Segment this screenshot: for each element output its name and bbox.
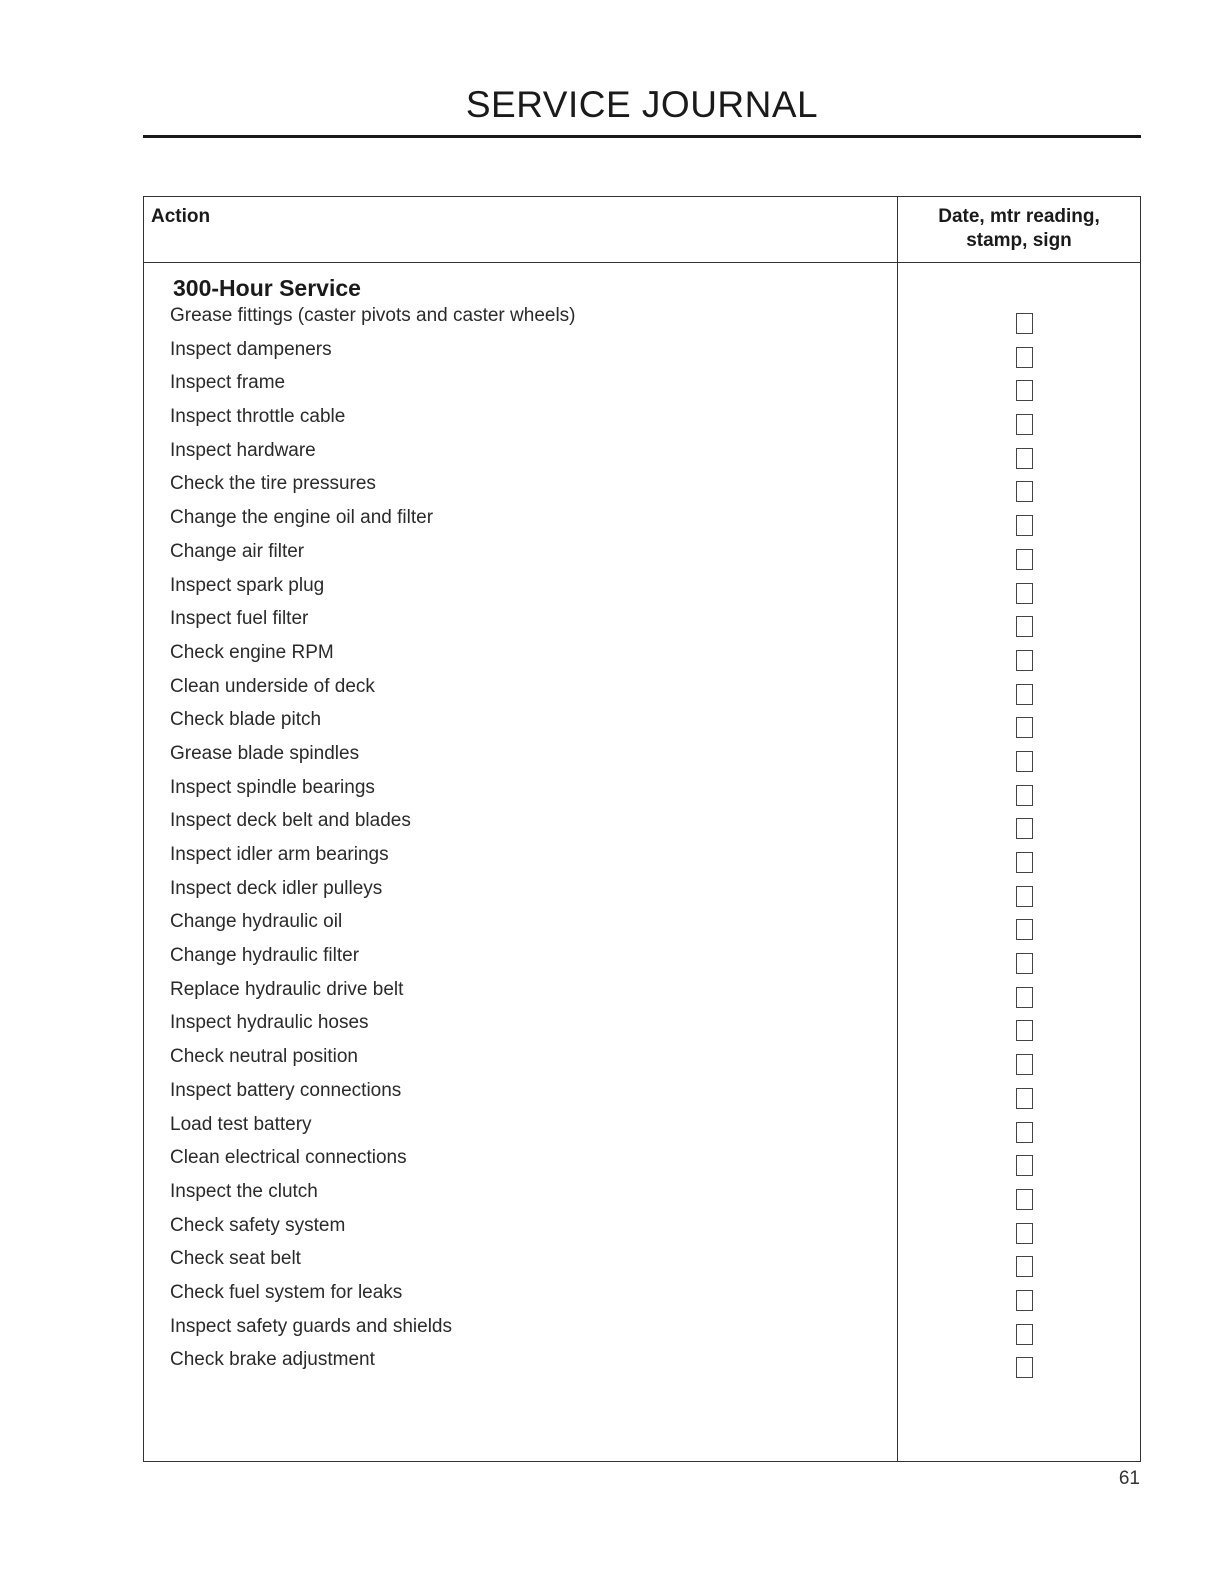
task-row — [144, 844, 1140, 878]
task-checkbox[interactable] — [1016, 987, 1033, 1008]
task-row — [144, 1114, 1140, 1148]
task-label: Check fuel system for leaks — [170, 1281, 403, 1303]
task-checkbox[interactable] — [1016, 448, 1033, 469]
task-checkbox[interactable] — [1016, 347, 1033, 368]
task-row — [144, 440, 1140, 474]
task-row — [144, 541, 1140, 575]
task-label: Inspect idler arm bearings — [170, 844, 389, 865]
task-row — [144, 777, 1140, 811]
title-rule — [143, 135, 1141, 138]
task-checkbox[interactable] — [1016, 549, 1033, 570]
task-row — [144, 1181, 1140, 1215]
task-label: Check the tire pressures — [170, 473, 376, 495]
task-checkbox[interactable] — [1016, 717, 1033, 738]
task-row — [144, 305, 1140, 339]
task-label: Inspect safety guards and shields — [170, 1315, 453, 1337]
page-number: 61 — [1118, 1468, 1140, 1489]
task-label: Check neutral position — [170, 1046, 358, 1068]
task-checkbox[interactable] — [1016, 852, 1033, 873]
date-header-line-1: Date, mtr reading, — [938, 206, 1100, 227]
task-label: Inspect frame — [170, 372, 286, 394]
task-checkbox[interactable] — [1016, 414, 1033, 435]
task-label: Check blade pitch — [170, 709, 322, 731]
task-checkbox[interactable] — [1016, 818, 1033, 839]
task-checkbox[interactable] — [1016, 785, 1033, 806]
task-row — [144, 575, 1140, 609]
task-checkbox[interactable] — [1016, 1054, 1033, 1075]
task-label: Grease fittings (caster pivots and caster wheels) — [170, 305, 576, 326]
service-journal-table — [143, 196, 1141, 1462]
task-row — [144, 1046, 1140, 1080]
task-label: Check seat belt — [170, 1248, 301, 1270]
task-row — [144, 878, 1140, 912]
task-label: Clean underside of deck — [170, 675, 375, 697]
task-row — [144, 945, 1140, 979]
task-checkbox[interactable] — [1016, 1290, 1033, 1311]
action-column-header: Action — [151, 206, 211, 227]
task-row — [144, 709, 1140, 743]
task-label: Inspect fuel filter — [170, 608, 309, 630]
task-label: Check brake adjustment — [170, 1349, 375, 1371]
task-row — [144, 1080, 1140, 1114]
task-checkbox[interactable] — [1016, 1189, 1033, 1210]
task-row — [144, 1012, 1140, 1046]
task-checkbox[interactable] — [1016, 1357, 1033, 1378]
task-checkbox[interactable] — [1016, 380, 1033, 401]
task-row — [144, 1316, 1140, 1350]
task-row — [144, 743, 1140, 777]
task-row — [144, 642, 1140, 676]
task-checkbox[interactable] — [1016, 1223, 1033, 1244]
page-title: SERVICE JOURNAL — [465, 84, 819, 125]
date-header-line-2: stamp, sign — [966, 230, 1072, 251]
task-checkbox[interactable] — [1016, 1155, 1033, 1176]
task-row — [144, 979, 1140, 1013]
task-checkbox[interactable] — [1016, 919, 1033, 940]
task-row — [144, 1349, 1140, 1383]
task-row — [144, 1248, 1140, 1282]
task-label: Inspect the clutch — [170, 1180, 318, 1202]
task-label: Check engine RPM — [170, 641, 334, 663]
task-label: Inspect throttle cable — [170, 406, 346, 428]
task-row — [144, 911, 1140, 945]
task-label: Change hydraulic oil — [170, 911, 343, 933]
task-checkbox[interactable] — [1016, 751, 1033, 772]
task-checkbox[interactable] — [1016, 953, 1033, 974]
task-list — [144, 305, 1140, 1383]
task-checkbox[interactable] — [1016, 583, 1033, 604]
task-label: Inspect spindle bearings — [170, 776, 375, 798]
task-row — [144, 608, 1140, 642]
task-row — [144, 406, 1140, 440]
task-row — [144, 1215, 1140, 1249]
task-checkbox[interactable] — [1016, 515, 1033, 536]
task-checkbox[interactable] — [1016, 1324, 1033, 1345]
task-label: Grease blade spindles — [170, 742, 360, 764]
task-checkbox[interactable] — [1016, 1256, 1033, 1277]
task-row — [144, 1282, 1140, 1316]
task-checkbox[interactable] — [1016, 481, 1033, 502]
task-label: Change hydraulic filter — [170, 945, 360, 967]
task-checkbox[interactable] — [1016, 616, 1033, 637]
task-label: Inspect deck idler pulleys — [170, 877, 383, 899]
task-row — [144, 507, 1140, 541]
task-row — [144, 372, 1140, 406]
task-label: Inspect hardware — [170, 439, 316, 461]
task-checkbox[interactable] — [1016, 1122, 1033, 1143]
task-checkbox[interactable] — [1016, 886, 1033, 907]
date-column-header — [898, 205, 1140, 253]
task-row — [144, 473, 1140, 507]
task-row — [144, 810, 1140, 844]
task-row — [144, 339, 1140, 373]
task-label: Change air filter — [170, 540, 305, 562]
task-row — [144, 1147, 1140, 1181]
task-checkbox[interactable] — [1016, 1088, 1033, 1109]
task-label: Inspect spark plug — [170, 574, 325, 596]
task-label: Change the engine oil and filter — [170, 507, 434, 529]
section-heading: 300-Hour Service — [173, 275, 361, 301]
task-label: Inspect hydraulic hoses — [170, 1012, 369, 1034]
task-label: Replace hydraulic drive belt — [170, 978, 404, 1000]
task-checkbox[interactable] — [1016, 650, 1033, 671]
task-label: Clean electrical connections — [170, 1147, 407, 1169]
task-label: Check safety system — [170, 1214, 346, 1236]
task-row — [144, 676, 1140, 710]
task-checkbox[interactable] — [1016, 1020, 1033, 1041]
task-label: Inspect dampeners — [170, 338, 332, 360]
table-header-row — [144, 197, 1140, 263]
task-label: Inspect battery connections — [170, 1079, 402, 1101]
task-label: Inspect deck belt and blades — [170, 810, 411, 832]
task-label: Load test battery — [170, 1113, 312, 1135]
task-checkbox[interactable] — [1016, 313, 1033, 334]
task-checkbox[interactable] — [1016, 684, 1033, 705]
